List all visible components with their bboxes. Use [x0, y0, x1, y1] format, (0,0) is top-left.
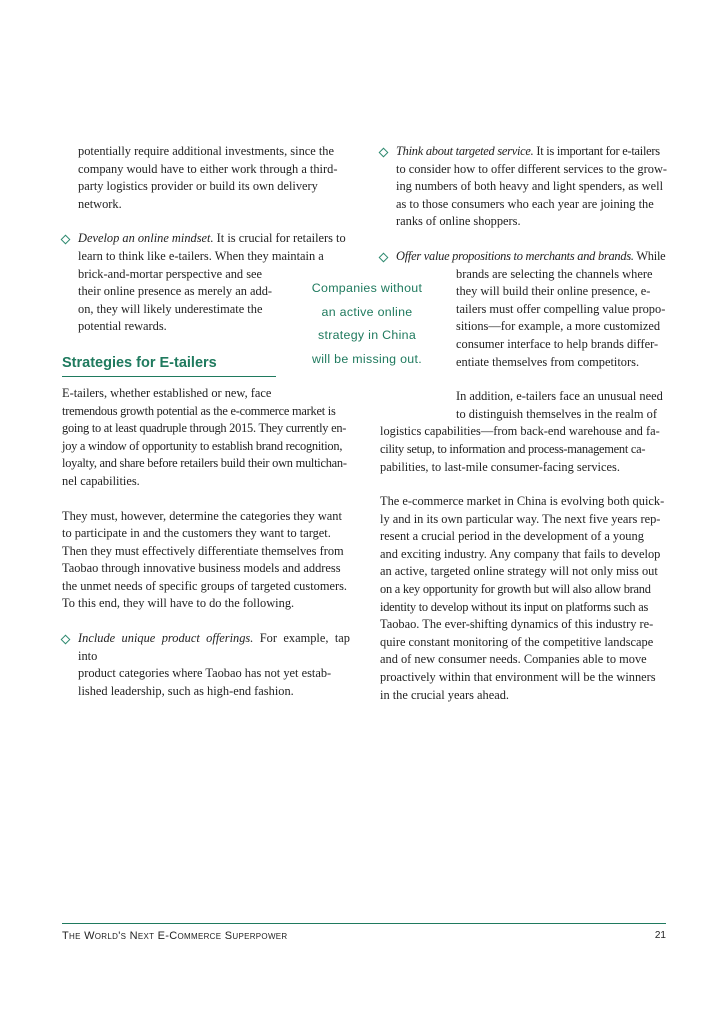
text-line: and of new consumer needs. Companies able to move	[380, 652, 647, 667]
text-line: It is crucial for retailers to	[213, 231, 346, 246]
text-line: entiate themselves from competitors.	[456, 354, 640, 369]
text-line: sitions—for example, a more customized	[456, 319, 661, 334]
bullet-targeted-service	[380, 143, 668, 231]
footer-divider	[62, 923, 666, 924]
text-line: The e-commerce market in China is evolving both quick-	[380, 494, 665, 509]
text-line: on, they will likely underestimate the	[78, 301, 263, 316]
page-number: 21	[654, 930, 666, 941]
text-line: tremendous growth potential as the e-commerce market is	[62, 403, 336, 418]
text-line: Then they must effectively differentiate themselves from	[62, 543, 344, 558]
text-line: the unmet needs of specific groups of targeted customers.	[62, 578, 348, 593]
text-line: ranks of online shoppers.	[396, 214, 521, 229]
text-line: They must, however, determine the categories they want	[62, 508, 342, 523]
text-line: network.	[78, 196, 122, 211]
text-line: in the crucial years ahead.	[380, 687, 510, 702]
text-line: logistics capabilities—from back-end warehouse and fa-	[380, 424, 660, 439]
text-line: pabilities, to last-mile consumer-facing services.	[380, 459, 620, 474]
right-column	[380, 143, 668, 704]
bullet-lead: Offer value propositions to merchants and brands.	[396, 248, 634, 263]
diamond-bullet-icon	[379, 148, 389, 158]
text-line: as to those consumers who each year are joining the	[396, 196, 654, 211]
text-line: potentially require additional investments, since the	[78, 144, 335, 158]
paragraph	[62, 385, 350, 491]
continued-bullet-text	[62, 143, 350, 213]
bullet-lead: Think about targeted service.	[396, 144, 534, 158]
text-line: To this end, they will have to do the following.	[62, 596, 295, 611]
bullet-unique-offerings	[62, 630, 350, 700]
pull-quote-line: an active online	[321, 304, 413, 319]
diamond-bullet-icon	[61, 235, 71, 245]
text-line: an active, targeted online strategy will not only miss out	[380, 564, 658, 579]
diamond-bullet-icon	[379, 253, 389, 263]
text-line: their online presence as merely an add-	[78, 284, 273, 299]
text-line: Taobao. The ever-shifting dynamics of this industry re-	[380, 617, 654, 632]
text-line: identity to develop without its input on platforms such as	[380, 599, 649, 614]
paragraph	[62, 508, 350, 614]
text-line: cility setup, to information and process-management ca-	[380, 441, 646, 456]
footer-title: The World's Next E-Commerce Superpower	[62, 930, 288, 942]
section-heading: Strategies for E-tailers	[62, 353, 276, 377]
text-line: going to at least quadruple through 2015. They currently en-	[62, 421, 347, 436]
text-line: party logistics provider or build its own delivery	[78, 179, 318, 194]
text-line: quire constant monitoring of the competitive landscape	[380, 634, 654, 649]
text-line: learn to think like e-tailers. When they maintain a	[78, 248, 324, 263]
text-line: Taobao through innovative business models and address	[62, 561, 341, 576]
text-line: potential rewards.	[78, 319, 167, 334]
text-line: resent a crucial period in the development of a young	[380, 529, 644, 544]
text-line: loyalty, and share before retailers build their own multichan-	[62, 456, 347, 471]
text-line: company would have to either work through a third-	[78, 161, 338, 176]
text-line: It is important for e-tailers	[533, 144, 660, 158]
text-line: to consider how to offer different services to the grow-	[396, 161, 668, 176]
left-column	[62, 143, 350, 700]
text-line: While	[633, 248, 666, 263]
text-line: ing numbers of both heavy and light spenders, as well	[396, 179, 664, 194]
text-line: proactively within that environment will be the winners	[380, 670, 656, 685]
pull-quote-line: will be missing out.	[312, 351, 422, 366]
text-line: brick-and-mortar perspective and see	[78, 266, 263, 281]
text-line: nel capabilities.	[62, 473, 140, 488]
text-line: joy a window of opportunity to establish brand recognition,	[62, 438, 343, 453]
text-line: to distinguish themselves in the realm of	[456, 406, 657, 421]
text-line: For example, tap into	[78, 631, 350, 663]
text-line: product categories where Taobao has not yet estab-	[78, 666, 332, 681]
pull-quote-line: Companies without	[311, 281, 423, 295]
text-line: they will build their online presence, e-	[456, 284, 651, 299]
diamond-bullet-icon	[61, 635, 71, 645]
text-line: E-tailers, whether established or new, face	[62, 385, 272, 400]
text-line: and exciting industry. Any company that fails to develop	[380, 546, 661, 561]
text-line: ly and in its own particular way. The next five years rep-	[380, 511, 661, 526]
text-line: tailers must offer compelling value propo-	[456, 301, 666, 316]
bullet-lead: Develop an online mindset.	[78, 231, 214, 246]
text-line: on a key opportunity for growth but will also allow brand	[380, 582, 651, 597]
bullet-lead: Include unique product offerings.	[78, 631, 254, 646]
text-line: lished leadership, such as high-end fashion.	[78, 683, 294, 698]
text-line: brands are selecting the channels where	[456, 266, 653, 281]
pull-quote-line: strategy in China	[317, 328, 417, 342]
text-line: In addition, e-tailers face an unusual need	[456, 389, 663, 404]
text-line: to participate in and the customers they want to target.	[62, 526, 331, 541]
text-line: consumer interface to help brands differ-	[456, 336, 659, 351]
paragraph	[380, 493, 668, 704]
bullet-value-propositions	[380, 248, 668, 371]
paragraph	[380, 388, 668, 476]
